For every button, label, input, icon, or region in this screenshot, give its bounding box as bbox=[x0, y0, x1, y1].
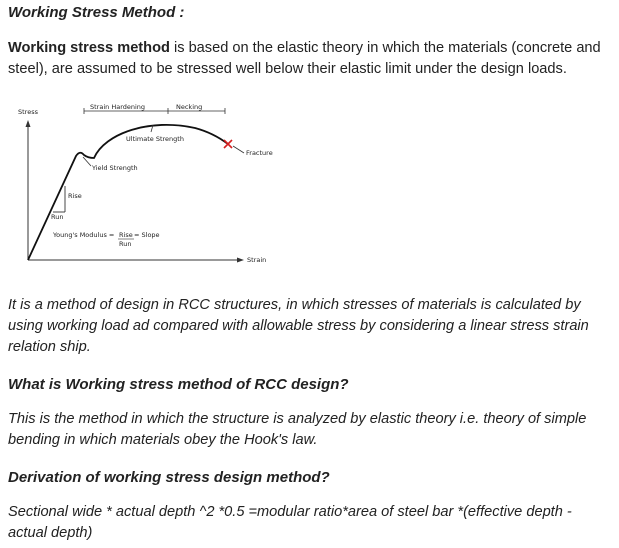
fracture-label: Fracture bbox=[246, 149, 273, 157]
intro-paragraph bbox=[8, 38, 608, 80]
y-axis-arrow bbox=[26, 120, 31, 127]
answer-1-paragraph: This is the method in which the structure is analyzed by elastic theory i.e. theory of simple bending in which materials obey the Hook's law. bbox=[8, 411, 587, 448]
modulus-numerator: Rise bbox=[119, 231, 133, 239]
strain-hardening-label: Strain Hardening bbox=[90, 103, 146, 111]
fracture-mark bbox=[224, 140, 232, 148]
necking-label: Necking bbox=[176, 103, 203, 111]
x-axis-arrow bbox=[237, 258, 244, 263]
yield-strength-label: Yield Strength bbox=[92, 164, 138, 172]
stress-strain-diagram bbox=[10, 98, 280, 270]
question-2-heading: Derivation of working stress design method? bbox=[8, 469, 330, 486]
intro-bold-term: Working stress method bbox=[8, 40, 170, 56]
run-label: Run bbox=[51, 213, 64, 221]
intro-text: is based on the elastic theory in which the materials (concrete and steel), are assumed to be stressed well below their elastic limit under the design loads. bbox=[8, 40, 601, 77]
ultimate-strength-label: Ultimate Strength bbox=[126, 135, 184, 143]
modulus-denominator: Run bbox=[119, 240, 132, 248]
section-heading: Working Stress Method : bbox=[8, 4, 185, 21]
answer-2-paragraph: Sectional wide * actual depth ^2 *0.5 =modular ratio*area of steel bar *(effective depth - actual depth) bbox=[8, 504, 572, 541]
x-axis-label: Strain bbox=[247, 256, 267, 264]
y-axis-label: Stress bbox=[18, 108, 38, 116]
fracture-leader bbox=[233, 146, 244, 153]
design-method-paragraph: It is a method of design in RCC structures, in which stresses of materials is calculated by using working load ad compared with allowable stress by considering a linear stress strain relation ship. bbox=[8, 297, 589, 355]
question-1-heading: What is Working stress method of RCC design? bbox=[8, 376, 349, 393]
rise-label: Rise bbox=[68, 192, 82, 200]
modulus-slope: = Slope bbox=[134, 231, 160, 239]
youngs-modulus-label: Young's Modulus = bbox=[53, 231, 115, 239]
